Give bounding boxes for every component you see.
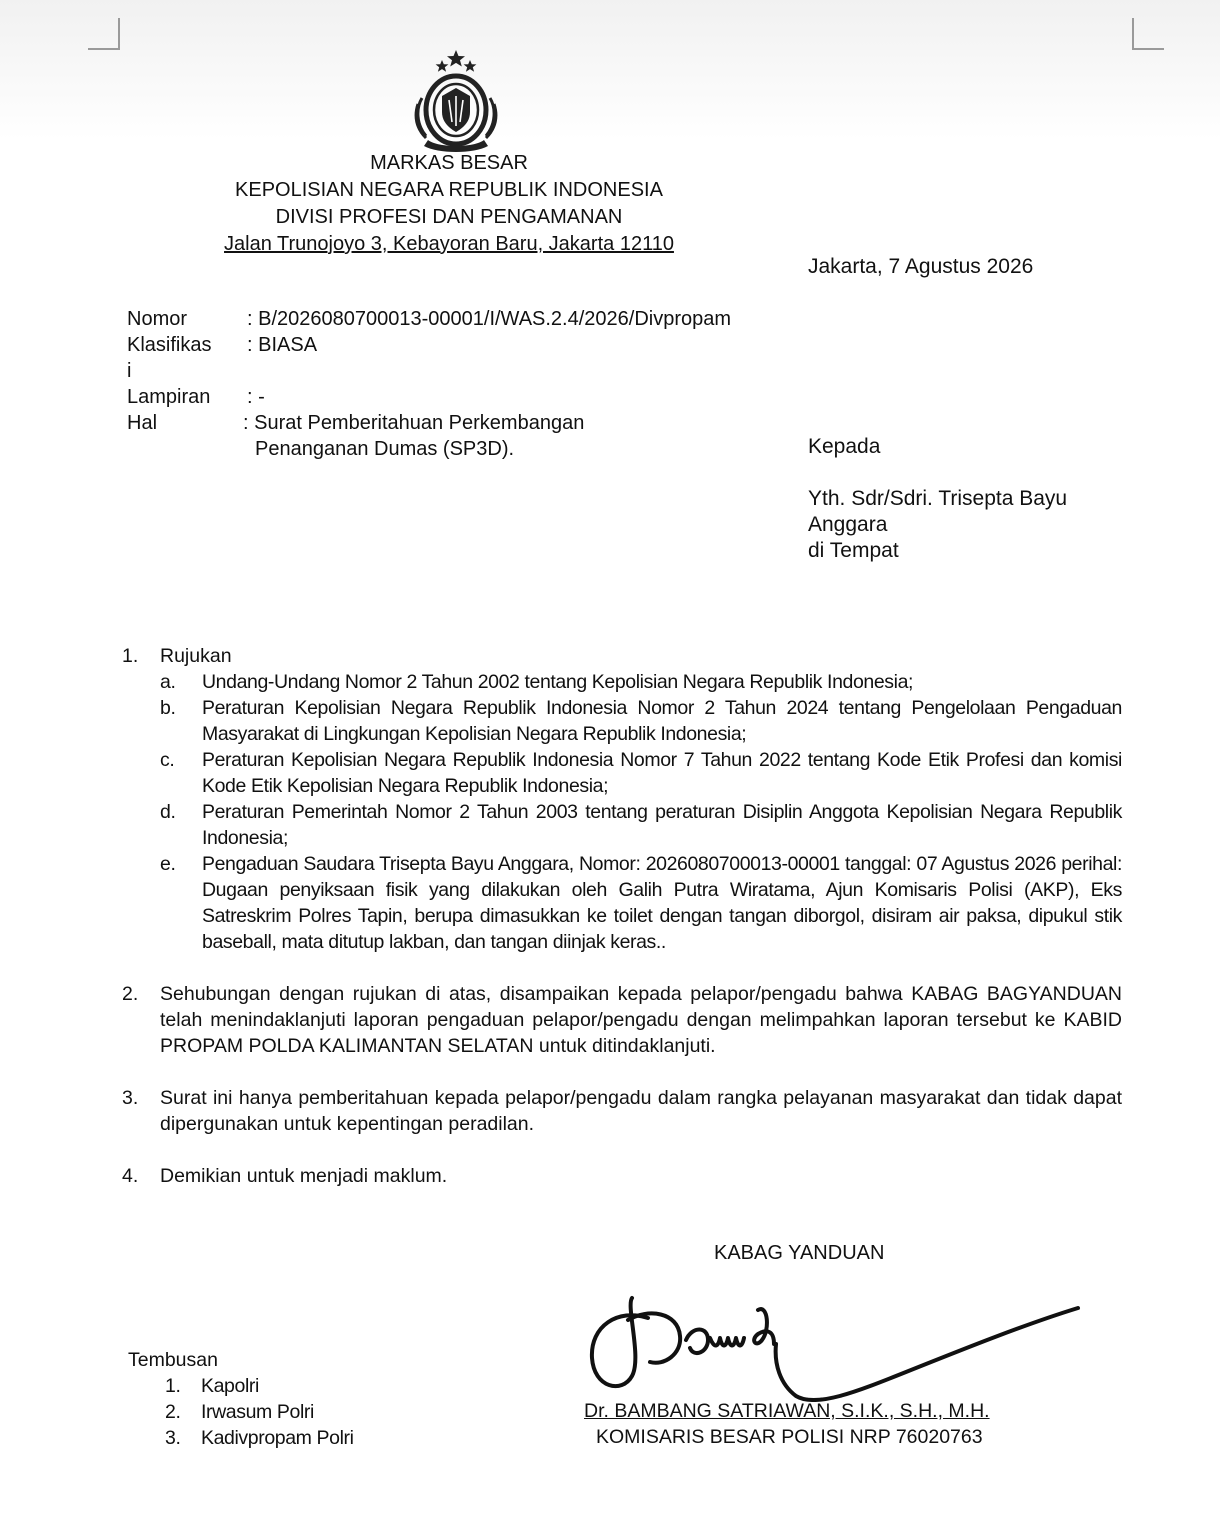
letterhead-line-2: KEPOLISIAN NEGARA REPUBLIK INDONESIA <box>235 179 663 201</box>
tembusan-number: 3. <box>165 1427 181 1449</box>
meta-label-lampiran: Lampiran <box>127 386 211 408</box>
tembusan-block <box>128 1347 354 1451</box>
margin-corner-top-right <box>1132 18 1164 50</box>
paragraph-4-text: Demikian untuk menjadi maklum. <box>160 1165 448 1187</box>
rujukan-item <box>122 695 1122 747</box>
rujukan-letter: e. <box>160 853 176 875</box>
rujukan-item <box>122 799 1122 851</box>
paragraph-4-number: 4. <box>122 1165 139 1187</box>
rujukan-item <box>122 669 1122 695</box>
paragraph-4 <box>122 1163 1122 1189</box>
meta-value-hal <box>243 410 673 462</box>
signatory-name: Dr. BAMBANG SATRIAWAN, S.I.K., S.H., M.H. <box>584 1400 990 1422</box>
tembusan-number: 2. <box>165 1401 181 1423</box>
meta-label-klasifikasi <box>127 332 211 384</box>
rujukan-letter: d. <box>160 801 176 823</box>
paragraph-1-number: 1. <box>122 645 139 667</box>
signatory-rank: KOMISARIS BESAR POLISI NRP 76020763 <box>596 1426 983 1448</box>
tembusan-text: Kapolri <box>201 1375 259 1397</box>
paragraph-3-text: Surat ini hanya pemberitahuan kepada pelapor/pengadu dalam rangka pelayanan masyarakat dan tidak dapat dipergunakan untuk kepentingan peradilan. <box>160 1087 1122 1135</box>
rujukan-text: Peraturan Pemerintah Nomor 2 Tahun 2003 tentang peraturan Disiplin Anggota Kepolisian Negara Republik Indonesia; <box>202 801 1122 849</box>
rujukan-letter: a. <box>160 671 176 693</box>
letterhead <box>150 150 748 258</box>
recipient-block <box>808 434 1098 564</box>
paragraph-1 <box>122 643 1122 669</box>
paragraph-3-number: 3. <box>122 1087 139 1109</box>
paragraph-2-number: 2. <box>122 983 139 1005</box>
letterhead-line-3: DIVISI PROFESI DAN PENGAMANAN <box>275 206 623 228</box>
tembusan-text: Kadivpropam Polri <box>201 1427 354 1449</box>
signatory-title: KABAG YANDUAN <box>714 1242 885 1264</box>
rujukan-text: Pengaduan Saudara Trisepta Bayu Anggara, Nomor: 2026080700013-00001 tanggal: 07 Agustus 2026 perihal: Dugaan penyiksaan fisik yang dilakukan oleh Galih Putra Wiratama, Ajun Komisaris Polisi (AKP), Eks Satreskrim Polres Tapin, berupa dimasukkan ke toilet dengan tangan diborgol, disiram air paksa, dipukul stik baseball, mata ditutup lakban, dan tangan diinjak keras.. <box>202 853 1122 953</box>
meta-value-hal-line-1: : Surat Pemberitahuan Perkembangan <box>243 412 585 434</box>
margin-corner-top-left <box>88 18 120 50</box>
rujukan-letter: c. <box>160 749 175 771</box>
meta-label-klasifikasi-text: Klasifikas <box>127 334 212 356</box>
letter-body <box>122 643 1122 1215</box>
paragraph-2-text: Sehubungan dengan rujukan di atas, disampaikan kepada pelapor/pengadu bahwa KABAG BAGYANDUAN telah menindaklanjuti laporan pengaduan pelapor/pengadu dengan melimpahkan laporan tersebut ke KABID PROPAM POLDA KALIMANTAN SELATAN untuk ditindaklanjuti. <box>160 983 1122 1057</box>
rujukan-item <box>122 747 1122 799</box>
meta-label-hal: Hal <box>127 412 158 434</box>
rujukan-text: Peraturan Kepolisian Negara Republik Indonesia Nomor 2 Tahun 2024 tentang Pengelolaan Pengaduan Masyarakat di Lingkungan Kepolisian Negara Republik Indonesia; <box>202 697 1122 745</box>
meta-value-lampiran: : - <box>247 386 265 408</box>
meta-label-klasifikasi-wrap: i <box>127 360 132 382</box>
letterhead-line-1: MARKAS BESAR <box>370 152 528 174</box>
page-top-shade <box>0 0 1220 140</box>
paragraph-2 <box>122 981 1122 1059</box>
rujukan-text: Undang-Undang Nomor 2 Tahun 2002 tentang Kepolisian Negara Republik Indonesia; <box>202 671 914 693</box>
letterhead-address: Jalan Trunojoyo 3, Kebayoran Baru, Jakarta 12110 <box>224 233 674 255</box>
tembusan-text: Irwasum Polri <box>201 1401 314 1423</box>
meta-value-hal-line-2: Penanganan Dumas (SP3D). <box>255 438 515 460</box>
rujukan-list <box>122 669 1122 955</box>
meta-value-klasifikasi: : BIASA <box>247 334 318 356</box>
recipient-name: Yth. Sdr/Sdri. Trisepta Bayu Anggara <box>808 487 1068 536</box>
tembusan-item <box>128 1425 354 1451</box>
tembusan-title: Tembusan <box>128 1349 218 1371</box>
rujukan-letter: b. <box>160 697 176 719</box>
meta-value-nomor: : B/2026080700013-00001/I/WAS.2.4/2026/Divpropam <box>247 308 732 330</box>
paragraph-3 <box>122 1085 1122 1137</box>
tembusan-number: 1. <box>165 1375 181 1397</box>
recipient-place: di Tempat <box>808 539 899 562</box>
rujukan-item <box>122 851 1122 955</box>
police-emblem-icon <box>400 48 512 152</box>
recipient-kepada: Kepada <box>808 435 881 458</box>
tembusan-item <box>128 1373 354 1399</box>
letter-date: Jakarta, 7 Agustus 2026 <box>808 255 1034 278</box>
tembusan-item <box>128 1399 354 1425</box>
handwritten-signature <box>588 1290 1088 1402</box>
paragraph-1-title: Rujukan <box>160 645 232 667</box>
meta-label-nomor: Nomor <box>127 308 188 330</box>
rujukan-text: Peraturan Kepolisian Negara Republik Indonesia Nomor 7 Tahun 2022 tentang Kode Etik Profesi dan komisi Kode Etik Kepolisian Negara Republik Indonesia; <box>202 749 1122 797</box>
